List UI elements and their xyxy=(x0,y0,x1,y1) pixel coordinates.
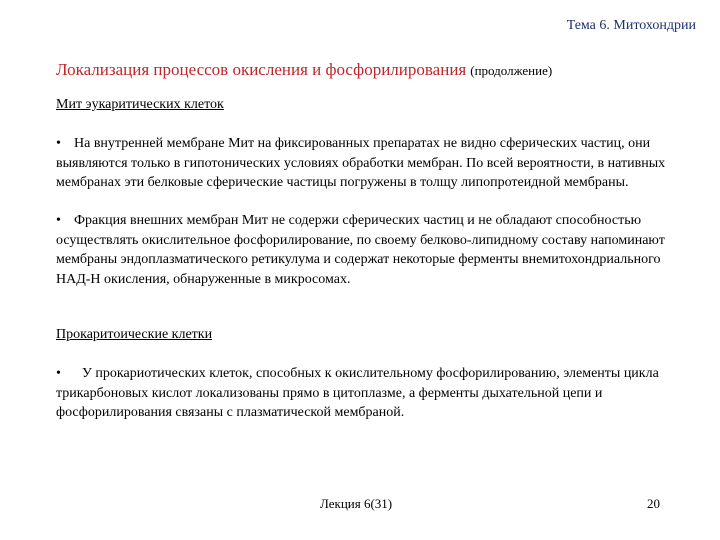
bullet-icon: • xyxy=(56,136,61,151)
paragraph-outer-membrane xyxy=(56,211,672,289)
paragraph-text: Фракция внешних мембран Мит не содержи сферических частиц и не обладают способностью осуществлять окислительное фосфорилирование, по своему белково-липидному составу напоминают мембраны эндоплазматического ретикулума и содержат некоторые ферменты внемитохондриального НАД-Н окисления, обнаруженные в микросомах. xyxy=(56,213,665,287)
section-heading-eukaryotic: Мит эукаритических клеток xyxy=(56,97,224,112)
bullet-icon: • xyxy=(56,213,61,228)
paragraph-text: У прокариотических клеток, способных к окислительному фосфорилированию, элементы цикла трикарбоновых кислот локализованы прямо в цитоплазме, а ферменты дыхательной цепи и фосфорилирования связаны с плазматической мембраной. xyxy=(56,366,659,420)
footer-lecture: Лекция 6(31) xyxy=(320,496,393,511)
paragraph-prokaryotic xyxy=(56,364,672,423)
paragraph-text: На внутренней мембране Мит на фиксированных препаратах не видно сферических частиц, они выявляются только в гипотонических условиях обработки мембран. По всей вероятности, в нативных мембранах эти белковые сферические частицы погружены в толщу липопротеидной мембраны. xyxy=(56,136,666,190)
slide-title-subtitle: (продолжение) xyxy=(470,63,553,78)
slide-title xyxy=(56,60,696,80)
bullet-icon: • xyxy=(56,366,61,381)
slide-topic: Тема 6. Митохондрии xyxy=(566,18,696,33)
section-heading-prokaryotic: Прокаритоические клетки xyxy=(56,327,213,342)
paragraph-inner-membrane xyxy=(56,134,672,193)
page-number: 20 xyxy=(647,496,660,511)
slide-title-main: Локализация процессов окисления и фосфорилирования xyxy=(56,60,467,79)
